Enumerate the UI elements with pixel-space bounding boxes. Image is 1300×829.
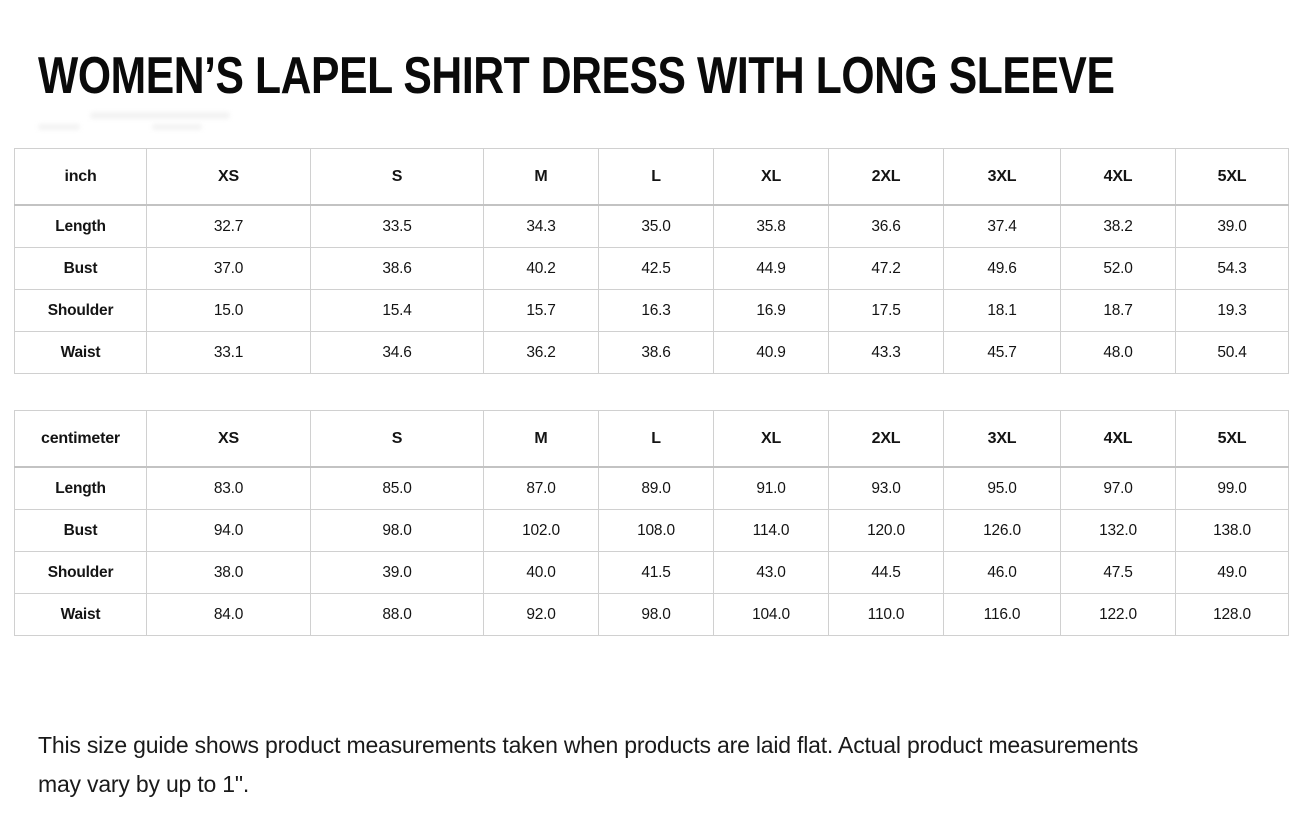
measurement-value-cell: 98.0	[599, 594, 714, 636]
size-guide-note: This size guide shows product measurements taken when products are laid flat. Actual product measurements may vary by up to 1".	[38, 732, 1139, 797]
measurement-label-cell: Shoulder	[15, 290, 147, 332]
measurement-value-cell: 102.0	[484, 510, 599, 552]
measurement-row	[15, 594, 1289, 636]
size-chart-table	[14, 410, 1289, 636]
measurement-value-cell: 44.5	[829, 552, 944, 594]
size-table-centimeter	[14, 410, 1289, 636]
size-header-cell: 2XL	[829, 149, 944, 206]
measurement-value-cell: 38.0	[147, 552, 311, 594]
measurement-value-cell: 110.0	[829, 594, 944, 636]
measurement-value-cell: 40.0	[484, 552, 599, 594]
measurement-value-cell: 89.0	[599, 467, 714, 510]
measurement-value-cell: 16.9	[714, 290, 829, 332]
unit-header-cell: inch	[15, 149, 147, 206]
measurement-value-cell: 108.0	[599, 510, 714, 552]
measurement-value-cell: 39.0	[311, 552, 484, 594]
measurement-row	[15, 248, 1289, 290]
measurement-label-cell: Length	[15, 205, 147, 248]
measurement-value-cell: 40.9	[714, 332, 829, 374]
measurement-value-cell: 95.0	[944, 467, 1061, 510]
title-ghost-smudge	[152, 124, 202, 130]
measurement-value-cell: 116.0	[944, 594, 1061, 636]
measurement-value-cell: 18.1	[944, 290, 1061, 332]
measurement-row	[15, 467, 1289, 510]
measurement-value-cell: 54.3	[1176, 248, 1289, 290]
measurement-value-cell: 44.9	[714, 248, 829, 290]
measurement-row	[15, 332, 1289, 374]
size-table-inch	[14, 148, 1289, 374]
title-ghost-smudge	[38, 124, 80, 130]
measurement-value-cell: 120.0	[829, 510, 944, 552]
measurement-value-cell: 49.6	[944, 248, 1061, 290]
size-header-cell: 4XL	[1061, 149, 1176, 206]
measurement-value-cell: 33.1	[147, 332, 311, 374]
measurement-value-cell: 42.5	[599, 248, 714, 290]
measurement-value-cell: 128.0	[1176, 594, 1289, 636]
measurement-value-cell: 39.0	[1176, 205, 1289, 248]
measurement-value-cell: 50.4	[1176, 332, 1289, 374]
size-header-cell: XS	[147, 411, 311, 468]
measurement-value-cell: 38.6	[311, 248, 484, 290]
measurement-value-cell: 47.2	[829, 248, 944, 290]
measurement-value-cell: 40.2	[484, 248, 599, 290]
measurement-value-cell: 38.2	[1061, 205, 1176, 248]
measurement-value-cell: 34.3	[484, 205, 599, 248]
measurement-row	[15, 552, 1289, 594]
measurement-value-cell: 52.0	[1061, 248, 1176, 290]
measurement-value-cell: 114.0	[714, 510, 829, 552]
measurement-label-cell: Shoulder	[15, 552, 147, 594]
measurement-value-cell: 83.0	[147, 467, 311, 510]
size-header-cell: 4XL	[1061, 411, 1176, 468]
measurement-value-cell: 94.0	[147, 510, 311, 552]
measurement-label-cell: Bust	[15, 510, 147, 552]
measurement-value-cell: 84.0	[147, 594, 311, 636]
measurement-value-cell: 43.0	[714, 552, 829, 594]
measurement-value-cell: 37.0	[147, 248, 311, 290]
measurement-label-cell: Bust	[15, 248, 147, 290]
measurement-value-cell: 45.7	[944, 332, 1061, 374]
measurement-value-cell: 132.0	[1061, 510, 1176, 552]
measurement-value-cell: 15.4	[311, 290, 484, 332]
size-header-cell: 3XL	[944, 411, 1061, 468]
size-header-cell: 5XL	[1176, 411, 1289, 468]
measurement-value-cell: 41.5	[599, 552, 714, 594]
measurement-value-cell: 49.0	[1176, 552, 1289, 594]
measurement-value-cell: 46.0	[944, 552, 1061, 594]
measurement-row	[15, 205, 1289, 248]
size-chart-table	[14, 148, 1289, 374]
measurement-value-cell: 91.0	[714, 467, 829, 510]
measurement-value-cell: 122.0	[1061, 594, 1176, 636]
measurement-value-cell: 16.3	[599, 290, 714, 332]
size-header-cell: 5XL	[1176, 149, 1289, 206]
size-header-cell: XS	[147, 149, 311, 206]
measurement-value-cell: 47.5	[1061, 552, 1176, 594]
size-header-cell: S	[311, 411, 484, 468]
measurement-value-cell: 43.3	[829, 332, 944, 374]
size-header-cell: L	[599, 411, 714, 468]
measurement-value-cell: 15.0	[147, 290, 311, 332]
size-header-row	[15, 149, 1289, 206]
unit-header-cell: centimeter	[15, 411, 147, 468]
page-title: WOMEN’S LAPEL SHIRT DRESS WITH LONG SLEEVE	[38, 47, 1115, 105]
measurement-label-cell: Waist	[15, 332, 147, 374]
measurement-value-cell: 32.7	[147, 205, 311, 248]
measurement-value-cell: 93.0	[829, 467, 944, 510]
size-header-cell: L	[599, 149, 714, 206]
measurement-value-cell: 97.0	[1061, 467, 1176, 510]
measurement-label-cell: Length	[15, 467, 147, 510]
measurement-value-cell: 36.6	[829, 205, 944, 248]
measurement-value-cell: 34.6	[311, 332, 484, 374]
measurement-value-cell: 38.6	[599, 332, 714, 374]
measurement-value-cell: 85.0	[311, 467, 484, 510]
measurement-value-cell: 19.3	[1176, 290, 1289, 332]
size-header-cell: XL	[714, 149, 829, 206]
size-header-cell: M	[484, 411, 599, 468]
measurement-value-cell: 87.0	[484, 467, 599, 510]
measurement-value-cell: 104.0	[714, 594, 829, 636]
measurement-value-cell: 33.5	[311, 205, 484, 248]
measurement-value-cell: 88.0	[311, 594, 484, 636]
size-header-row	[15, 411, 1289, 468]
measurement-value-cell: 15.7	[484, 290, 599, 332]
size-header-cell: 2XL	[829, 411, 944, 468]
size-header-cell: XL	[714, 411, 829, 468]
size-header-cell: S	[311, 149, 484, 206]
measurement-row	[15, 510, 1289, 552]
measurement-value-cell: 36.2	[484, 332, 599, 374]
measurement-value-cell: 126.0	[944, 510, 1061, 552]
measurement-value-cell: 48.0	[1061, 332, 1176, 374]
measurement-value-cell: 35.0	[599, 205, 714, 248]
measurement-value-cell: 92.0	[484, 594, 599, 636]
size-header-cell: 3XL	[944, 149, 1061, 206]
measurement-value-cell: 138.0	[1176, 510, 1289, 552]
measurement-value-cell: 98.0	[311, 510, 484, 552]
title-ghost-smudge	[90, 112, 230, 119]
measurement-value-cell: 17.5	[829, 290, 944, 332]
measurement-row	[15, 290, 1289, 332]
measurement-value-cell: 99.0	[1176, 467, 1289, 510]
measurement-value-cell: 18.7	[1061, 290, 1176, 332]
measurement-value-cell: 37.4	[944, 205, 1061, 248]
measurement-value-cell: 35.8	[714, 205, 829, 248]
size-header-cell: M	[484, 149, 599, 206]
measurement-label-cell: Waist	[15, 594, 147, 636]
